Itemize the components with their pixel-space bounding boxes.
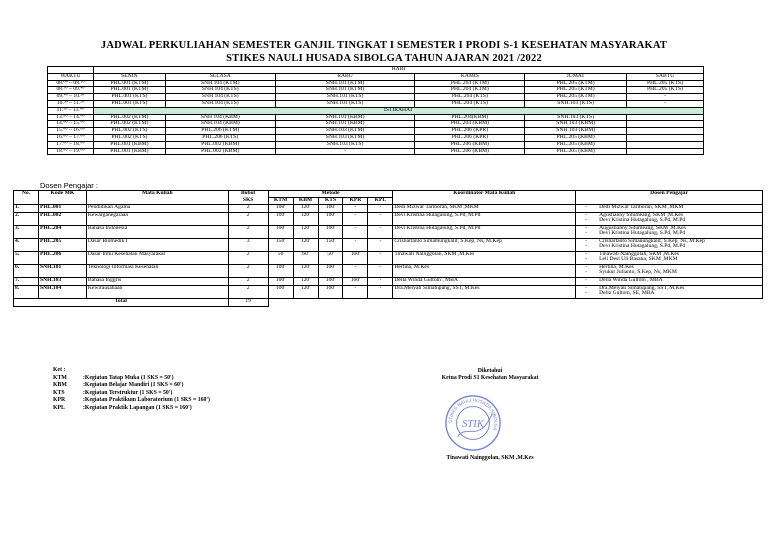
dosen-name: Agustianny Situmeang, SKM ,M.Kes <box>599 211 684 218</box>
course-metode-cell: 100' <box>268 285 293 298</box>
schedule-cell: - <box>275 148 415 155</box>
dosen-name: Herlina, M.Kes <box>599 263 634 270</box>
day-header-rabu: RABU <box>275 73 415 80</box>
time-cell: 08.⁵⁰ – 09.⁴⁰ <box>48 87 94 94</box>
course-sks: 2 <box>228 264 268 277</box>
schedule-cell: SNH.104 (KBM) <box>165 121 275 128</box>
schedule-cell <box>627 141 704 148</box>
time-cell: 11.²⁰ – 13.⁰⁰ <box>48 107 94 114</box>
col-kode: Kode MK <box>38 191 86 205</box>
schedule-cell: SNH 104 (KTM) <box>165 80 275 87</box>
schedule-cell: PHL.204 (KTS) <box>415 100 525 107</box>
dosen-line <box>577 218 761 224</box>
course-metode-cell: - <box>343 212 368 225</box>
schedule-cell: PHL.206 (KTS) <box>165 134 275 141</box>
course-no: 6. <box>14 264 39 277</box>
dosen-name: Devi Kristina Hutagalung, S.Pd, M.Pd <box>599 217 686 224</box>
course-nama: Dasar Biomedik I <box>86 238 228 251</box>
schedule-cell: SNH.103 (KTS) <box>525 114 627 121</box>
keterangan-key: KTS <box>53 389 65 396</box>
schedule-row <box>48 148 704 155</box>
course-metode-cell: - <box>368 204 393 212</box>
schedule-cell <box>627 128 704 135</box>
course-koordinator: Crishartanto Simamungkalit, S.Kep, Ns, M.Kep <box>393 238 576 251</box>
schedule-cell: PHL.205 (KBM) <box>525 148 627 155</box>
course-sks: 2 <box>228 285 268 298</box>
dosen-bullet: - <box>585 256 588 263</box>
course-metode-cell: 50' <box>318 251 343 264</box>
schedule-cell: PHL.002 (KTM) <box>93 121 165 128</box>
keterangan-key: KTM <box>53 374 67 381</box>
schedule-cell: PHL.204 (KTM) <box>415 87 525 94</box>
col-bobot: Bobot <box>228 191 268 198</box>
course-metode-cell: 150' <box>318 238 343 251</box>
dosen-bullet: - <box>585 243 588 250</box>
schedule-cell: PHL.206 (KPR) <box>415 134 525 141</box>
total-label: Total <box>14 298 229 306</box>
schedule-cell: PHL.002 (KBM) <box>165 148 275 155</box>
schedule-cell: SNH.103 (KBM) <box>525 121 627 128</box>
schedule-cell <box>627 134 704 141</box>
course-row <box>14 204 763 212</box>
dosen-name: Leli Desi Uli Basana, SKM ,MKM <box>599 256 678 263</box>
course-nama: Kewarganegaraan <box>86 212 228 225</box>
schedule-cell: SNH 104 (KBM) <box>165 114 275 121</box>
schedule-cell: SNH.103 (KTS) <box>525 100 627 107</box>
keterangan-value: :Kegiatan Terstruktur (1 SKS = 50') <box>83 389 173 396</box>
dosen-line <box>577 278 761 284</box>
schedule-cell: SNH.101 (KTM) <box>275 80 415 87</box>
course-nama: Kewirausahaan <box>86 285 228 298</box>
time-cell: 18.⁰⁰ – 19.⁰⁰ <box>48 148 94 155</box>
schedule-cell: SNH.101 (KTS) <box>275 100 415 107</box>
schedule-cell: - <box>627 100 704 107</box>
schedule-cell: PHL.206 (KBM) <box>415 141 525 148</box>
day-header-senin: SENIN <box>93 73 165 80</box>
dosen-name: Syukur Julianto, S.Kep, Ns, MKM <box>599 269 677 276</box>
schedule-cell: SNH.101 (KBM) <box>275 114 415 121</box>
schedule-cell: PHL.002 (KTM) <box>93 114 165 121</box>
dosen-line <box>577 205 761 211</box>
dosen-bullet: - <box>585 250 588 257</box>
keterangan-key: KPR <box>53 397 66 404</box>
waktu-header: WAKTU <box>48 73 94 80</box>
col-koordinator: Koordinator Mata Kuliah <box>393 191 576 205</box>
course-kode: PHL.205 <box>38 238 86 251</box>
dosen-name: Tinawati Nainggolan, SKM ,M.Kes <box>599 250 680 257</box>
course-row <box>14 285 763 298</box>
course-nama: Bahasa Inggris <box>86 277 228 285</box>
course-metode-cell: 100' <box>318 277 343 285</box>
schedule-cell: PHL.205 (KTM) <box>525 80 627 87</box>
course-row <box>14 277 763 285</box>
istirahat-cell: ISTIRAHAT <box>93 107 703 114</box>
course-metode-cell: 100' <box>268 264 293 277</box>
course-row <box>14 225 763 238</box>
course-metode-cell: 120' <box>293 225 318 238</box>
course-metode-cell: - <box>343 204 368 212</box>
schedule-cell: PHL.001 (KTM) <box>93 87 165 94</box>
keterangan-key: KBM <box>53 382 67 389</box>
course-metode-cell: 100' <box>318 225 343 238</box>
schedule-cell: SNH.101 (KBM) <box>275 121 415 128</box>
schedule-cell: PHL.206 (KTM) <box>165 128 275 135</box>
course-metode-cell: 60' <box>293 251 318 264</box>
course-kode: SNH.101 <box>38 264 86 277</box>
course-metode-cell: 160' <box>343 251 368 264</box>
course-metode-cell: 120' <box>293 238 318 251</box>
stamp-ring-text: STIKES NAULI HUSADA SIBOLGA <box>447 397 499 431</box>
course-metode-cell: 120' <box>293 285 318 298</box>
keterangan-label: Ket : <box>53 367 66 373</box>
time-cell: 08.⁰⁰ – 08.⁵⁰ <box>48 80 94 87</box>
course-metode-cell: - <box>368 285 393 298</box>
course-kode: PHL.002 <box>38 212 86 225</box>
schedule-cell: SNH.104 (KTS) <box>165 87 275 94</box>
course-row <box>14 251 763 264</box>
schedule-cell: PHL.001 (KBM) <box>93 148 165 155</box>
time-cell: 10.³⁰ – 11.²⁰ <box>48 100 94 107</box>
course-dosen <box>576 204 763 212</box>
course-metode-cell: - <box>368 238 393 251</box>
course-kode: SNH.104 <box>38 285 86 298</box>
keterangan-item <box>53 405 210 413</box>
course-no: 2. <box>14 212 39 225</box>
course-metode-cell: - <box>368 277 393 285</box>
schedule-cell: PHL.001 (KTS) <box>93 94 165 101</box>
stamp-seal <box>444 394 502 452</box>
col-dosen: Dosen Pengajar <box>576 191 763 205</box>
schedule-cell: PHL.204 (KBM) <box>415 121 525 128</box>
dosen-name: Augustianny Situmeang, SKM ,M.Kes <box>599 224 686 231</box>
dosen-pengajar-label: Dosen Pengajar : <box>40 181 98 190</box>
course-koordinator: Herlina, M.Kes <box>393 264 576 277</box>
schedule-cell: PHL.205 (KTS) <box>627 80 704 87</box>
course-dosen <box>576 225 763 238</box>
keterangan-item <box>53 382 210 390</box>
time-cell: 09.⁴⁰ – 10.³⁰ <box>48 94 94 101</box>
course-sks: 2 <box>228 225 268 238</box>
col-mata-kuliah: Mata Kuliah <box>86 191 228 205</box>
keterangan-value: :Kegiatan Praktik Lapangan (1 SKS = 160') <box>83 404 192 411</box>
course-metode-cell: - <box>368 264 393 277</box>
keterangan-value: :Kegiatan Praktikum Laboratorium (1 SKS = 160') <box>83 397 210 404</box>
diketahui-label: Diketahui <box>477 368 503 374</box>
course-metode-cell: 100' <box>318 285 343 298</box>
page-title-line1: JADWAL PERKULIAHAN SEMESTER GANJIL TINGKAT I SEMESTER I PRODI S-1 KESEHATAN MASYARAKAT <box>100 40 668 51</box>
time-cell: 16.⁰⁰ – 17.⁰⁰ <box>48 134 94 141</box>
course-sks: 2 <box>228 277 268 285</box>
metode-header-kbm: KBM <box>293 197 318 204</box>
metode-header-ktm: KTM <box>268 197 293 204</box>
dosen-bullet: - <box>585 284 588 291</box>
schedule-cell: SNH.103 (KBM) <box>525 128 627 135</box>
course-table <box>13 190 763 307</box>
time-cell: 14.⁰⁰ – 15.⁰⁰ <box>48 121 94 128</box>
schedule-cell: PHL.205 (KTS) <box>627 87 704 94</box>
course-nama: Dasar Ilmu Kesehatan Masyarakat <box>86 251 228 264</box>
dosen-name: Devi Kristina Hutagalung, S.Pd, M.Pd <box>599 243 686 250</box>
dosen-name: Dedi Mizwar Tarihoran, SKM ,MKM <box>599 203 684 210</box>
course-metode-cell: - <box>343 238 368 251</box>
keterangan-value: :Kegiatan Belajar Mandiri (1 SKS = 60') <box>83 382 184 389</box>
schedule-cell: PHL.002 (KBM) <box>165 141 275 148</box>
course-kode: PHL.206 <box>38 251 86 264</box>
course-metode-cell: 150' <box>268 238 293 251</box>
dosen-bullet: - <box>585 290 588 297</box>
schedule-cell: PHL.205 (KBM) <box>525 141 627 148</box>
course-sks: 2 <box>228 212 268 225</box>
schedule-cell <box>627 114 704 121</box>
dosen-bullet: - <box>585 211 588 218</box>
course-nama: Bahasa Indonesia <box>86 225 228 238</box>
metode-header-kts: KTS <box>318 197 343 204</box>
time-cell: 13.⁰⁰ – 14.⁰⁰ <box>48 114 94 121</box>
course-koordinator: Devi Kristina Hutagalung, S.Pd, M.Pd <box>393 225 576 238</box>
course-no: 3. <box>14 225 39 238</box>
course-metode-cell: - <box>343 225 368 238</box>
dosen-name: Della Winda Gultom , MBA <box>599 276 663 283</box>
keterangan-key: KPL <box>53 404 65 411</box>
course-metode-cell: - <box>368 225 393 238</box>
dosen-name: Crishartanto Simanungkalit, S.Kep, Ns, M.Kep <box>599 237 705 244</box>
total-row <box>14 298 763 306</box>
schedule-cell: PHL.204 (KTM) <box>415 80 525 87</box>
course-no: 1. <box>14 204 39 212</box>
course-no: 8. <box>14 285 39 298</box>
schedule-cell: PHL.205 (KTM) <box>525 87 627 94</box>
dosen-name: Dra.Meiyati Simatupang, SST, M.Kes <box>599 284 685 291</box>
dosen-bullet: - <box>585 263 588 270</box>
course-koordinator: Devi Kristina Hutagalung, S.Pd, M.Pd <box>393 212 576 225</box>
course-koordinator: Dra.Meiyati Simatupang, SST, M.Kes <box>393 285 576 298</box>
course-metode-cell: - <box>368 251 393 264</box>
course-dosen <box>576 251 763 264</box>
schedule-cell: PHL.204 (KTS) <box>415 94 525 101</box>
course-row <box>14 212 763 225</box>
course-metode-cell: 100' <box>268 225 293 238</box>
course-nama: Pendidikan Agama <box>86 204 228 212</box>
col-sks: SKS <box>228 197 268 204</box>
metode-header-kpr: KPR <box>343 197 368 204</box>
metode-header-kpl: KPL <box>368 197 393 204</box>
dosen-bullet: - <box>585 217 588 224</box>
schedule-cell: PHL.001 (KBM) <box>93 141 165 148</box>
schedule-cell: PHL.002 (KTS) <box>93 134 165 141</box>
dosen-line <box>577 231 761 237</box>
schedule-cell: - <box>627 94 704 101</box>
time-cell: 17.⁰⁰ – 18.⁰⁰ <box>48 141 94 148</box>
signer-name: Tinawati Nainggolan, SKM ,M.Kes <box>446 455 534 461</box>
schedule-cell: SNH 104 (KTS) <box>165 94 275 101</box>
course-row <box>14 264 763 277</box>
dosen-bullet: - <box>585 276 588 283</box>
keterangan-value: :Kegiatan Tatap Muka (1 SKS = 50') <box>83 374 174 381</box>
course-row <box>14 238 763 251</box>
keterangan-item <box>53 397 210 405</box>
time-cell: 15.⁰⁰ – 16.⁰⁰ <box>48 128 94 135</box>
schedule-cell: PHL.001 (KTM) <box>93 80 165 87</box>
course-metode-cell: - <box>343 264 368 277</box>
dosen-name: Devi Kristina Hutagalung, S.Pd, M.Pd <box>599 230 686 237</box>
schedule-cell: SNH.103 (KTM) <box>275 128 415 135</box>
schedule-cell: PHL.206 (KBM) <box>415 148 525 155</box>
day-header-kamis: KAMIS <box>415 73 525 80</box>
course-metode-cell: 120' <box>293 264 318 277</box>
course-metode-cell: 100' <box>268 277 293 285</box>
course-dosen <box>576 238 763 251</box>
course-metode-cell: 100' <box>318 264 343 277</box>
course-metode-cell: 100' <box>318 204 343 212</box>
course-no: 7. <box>14 277 39 285</box>
course-koordinator: Dedi Mizwar Tarihoran, SKM ,MKM <box>393 204 576 212</box>
schedule-cell: PHL.205 (KBM) <box>525 134 627 141</box>
col-metode: Metode <box>268 191 393 198</box>
dosen-bullet: - <box>585 237 588 244</box>
dosen-bullet: - <box>585 269 588 276</box>
course-kode: PHL.204 <box>38 225 86 238</box>
col-no: No. <box>14 191 39 205</box>
schedule-cell: PHL.205 (KTM) <box>525 94 627 101</box>
course-metode-cell: 120' <box>293 212 318 225</box>
course-metode-cell: 120' <box>293 277 318 285</box>
stamp-center-text: STIK <box>462 418 484 430</box>
course-metode-cell: - <box>343 285 368 298</box>
course-no: 4. <box>14 238 39 251</box>
schedule-cell: PHL.001 (KTS) <box>93 100 165 107</box>
course-no: 5. <box>14 251 39 264</box>
schedule-cell: SNH.101 (KTS) <box>275 94 415 101</box>
dosen-line <box>577 291 761 297</box>
course-dosen <box>576 285 763 298</box>
course-koordinator: Tinawati Nainggolan, SKM ,M.Kes <box>393 251 576 264</box>
course-sks: 3 <box>228 238 268 251</box>
dosen-line <box>577 257 761 263</box>
keterangan-block <box>53 367 210 413</box>
dosen-bullet: - <box>585 230 588 237</box>
day-header-sabtu: SABTU <box>627 73 704 80</box>
course-metode-cell: 120' <box>293 204 318 212</box>
schedule-cell: SNH.101 (KTM) <box>275 87 415 94</box>
course-kode: SNH.103 <box>38 277 86 285</box>
course-nama: Teknologi Informasi Kesehatan <box>86 264 228 277</box>
course-metode-cell: - <box>368 212 393 225</box>
schedule-row <box>48 100 704 107</box>
course-metode-cell: 50 <box>268 251 293 264</box>
dosen-line <box>577 270 761 276</box>
hari-header: HARI <box>93 67 703 74</box>
dosen-name: Della Gultom, SE, MBA <box>599 290 655 297</box>
course-metode-cell: 100' <box>268 204 293 212</box>
course-metode-cell: 100' <box>318 212 343 225</box>
course-dosen <box>576 212 763 225</box>
course-sks: 2 <box>228 204 268 212</box>
schedule-cell: SNH.103 (KTS) <box>275 141 415 148</box>
total-empty <box>268 298 762 306</box>
schedule-cell: SNH.103 (KTM) <box>275 134 415 141</box>
schedule-cell <box>627 121 704 128</box>
dosen-bullet: - <box>585 224 588 231</box>
course-dosen <box>576 264 763 277</box>
course-kode: PHL.001 <box>38 204 86 212</box>
jabatan-label: Ketua Prodi S1 Kesehatan Masyarakat <box>441 375 539 381</box>
course-metode-cell: 160' <box>343 277 368 285</box>
day-header-jumat: JUMAT <box>525 73 627 80</box>
schedule-cell <box>627 148 704 155</box>
dosen-bullet: - <box>585 203 588 210</box>
schedule-cell: PHL.204(KBM) <box>415 114 525 121</box>
course-dosen <box>576 277 763 285</box>
dosen-line <box>577 244 761 250</box>
course-koordinator: Della Winda Gultom , MBA <box>393 277 576 285</box>
course-metode-cell: 100' <box>268 212 293 225</box>
page-title-line2: STIKES NAULI HUSADA SIBOLGA TAHUN AJARAN 2021 /2022 <box>226 53 542 64</box>
schedule-cell: PHL.206 (KPR) <box>415 128 525 135</box>
schedule-cell: SNH.104 (KTS) <box>165 100 275 107</box>
schedule-cell: PHL.002 (KTS) <box>93 128 165 135</box>
course-sks: 2 <box>228 251 268 264</box>
day-header-selasa: SELASA <box>165 73 275 80</box>
total-sks: 19 <box>228 298 268 306</box>
schedule-table <box>47 66 704 155</box>
